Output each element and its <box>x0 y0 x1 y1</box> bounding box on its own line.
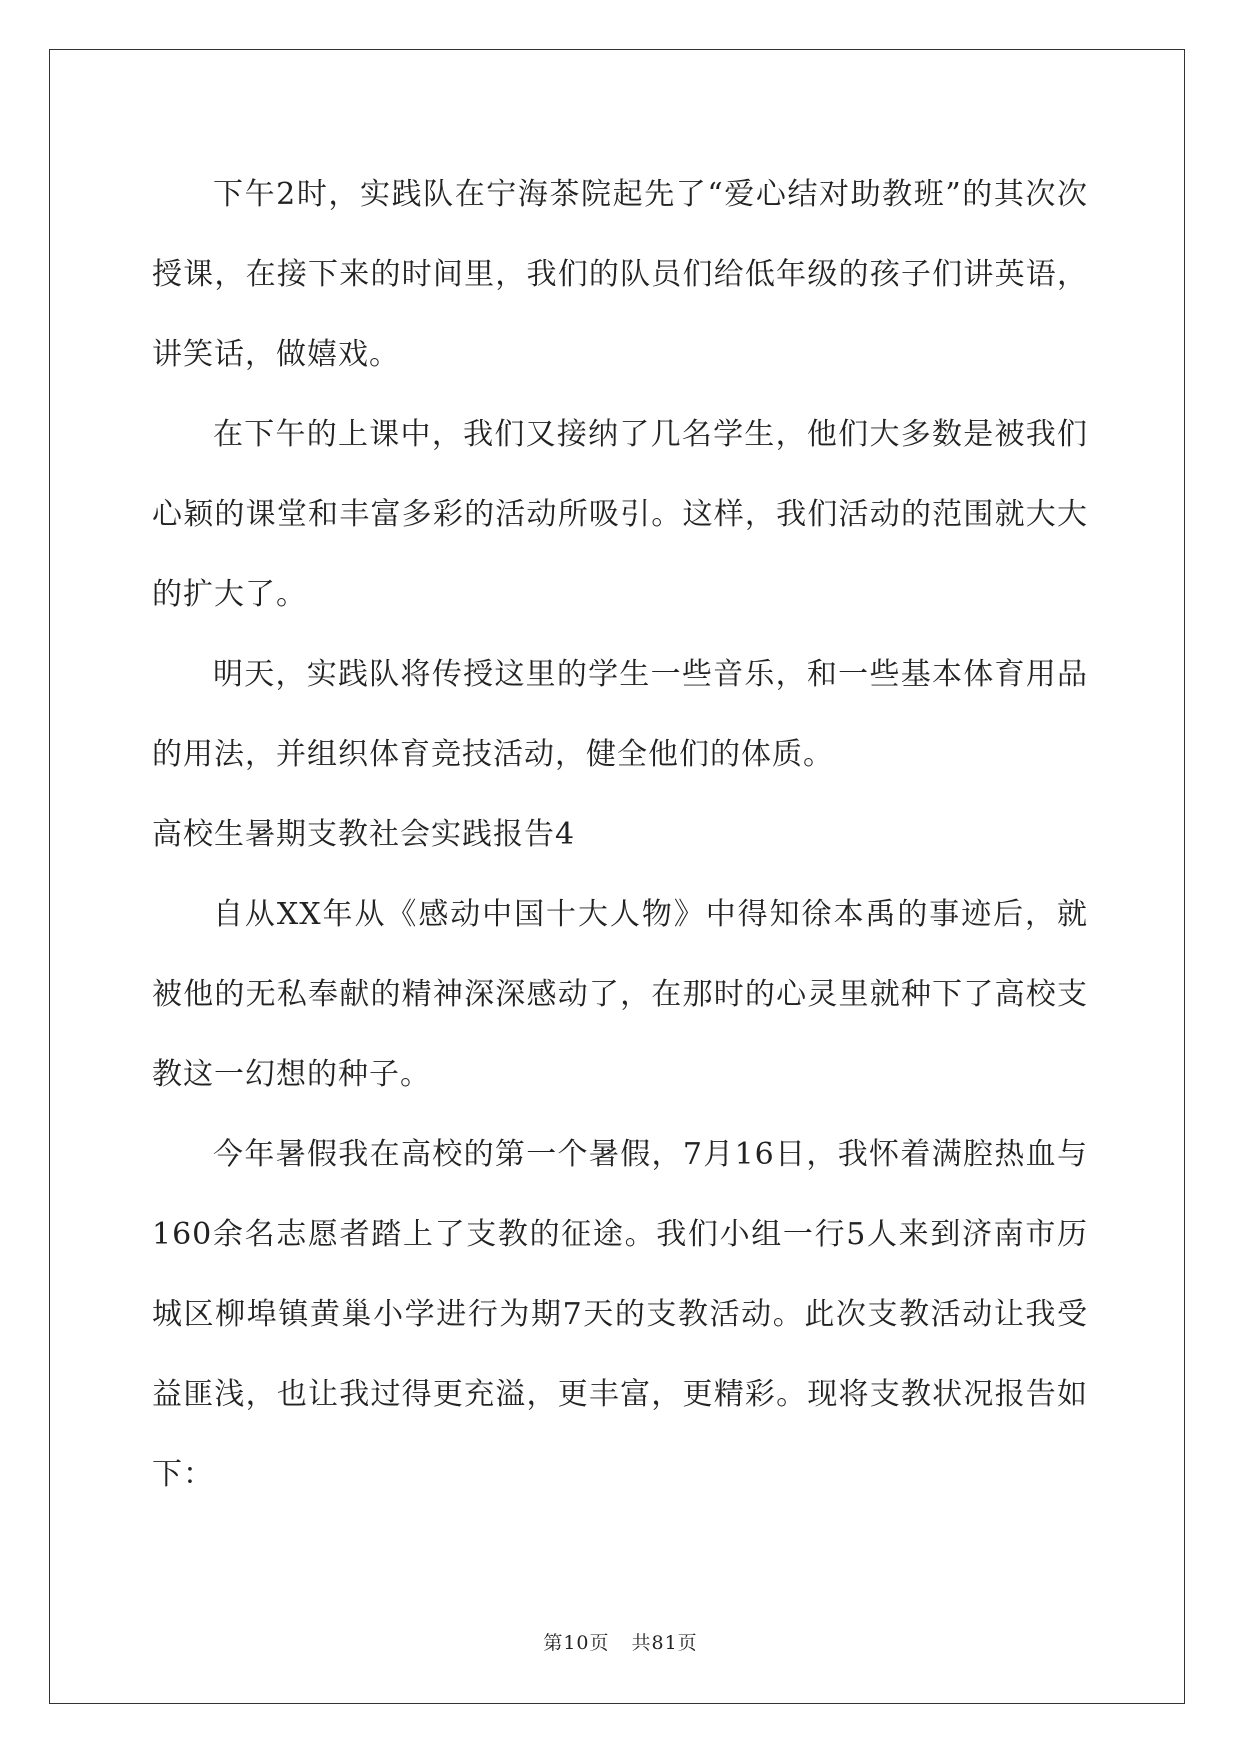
page-footer <box>0 1628 1241 1655</box>
page-number: 第10页 <box>543 1632 610 1654</box>
paragraph-afternoon-class: 下午2时，实践队在宁海茶院起先了“爱心结对助教班”的其次次授课，在接下来的时间里，我们的队员们给低年级的孩子们讲英语，讲笑话，做嬉戏。 <box>152 177 1088 372</box>
paragraph-inspiration: 自从XX年从《感动中国十大人物》中得知徐本禹的事迹后，就被他的无私奉献的精神深深感动了，在那时的心灵里就种下了高校支教这一幻想的种子。 <box>152 897 1088 1092</box>
section-heading: 高校生暑期支教社会实践报告4 <box>152 817 576 852</box>
page-total: 共81页 <box>631 1632 698 1654</box>
paragraph-new-students: 在下午的上课中，我们又接纳了几名学生，他们大多数是被我们心颖的课堂和丰富多彩的活动所吸引。这样，我们活动的范围就大大的扩大了。 <box>152 417 1088 612</box>
paragraph-summer-teaching: 今年暑假我在高校的第一个暑假，7月16日，我怀着满腔热血与160余名志愿者踏上了支教的征途。我们小组一行5人来到济南市历城区柳埠镇黄巢小学进行为期7天的支教活动。此次支教活动让我受益匪浅，也让我过得更充溢，更丰富，更精彩。现将支教状况报告如下： <box>152 1137 1088 1492</box>
paragraph-tomorrow-plan: 明天，实践队将传授这里的学生一些音乐，和一些基本体育用品的用法，并组织体育竞技活动，健全他们的体质。 <box>152 657 1088 772</box>
document-body <box>152 155 1088 1515</box>
